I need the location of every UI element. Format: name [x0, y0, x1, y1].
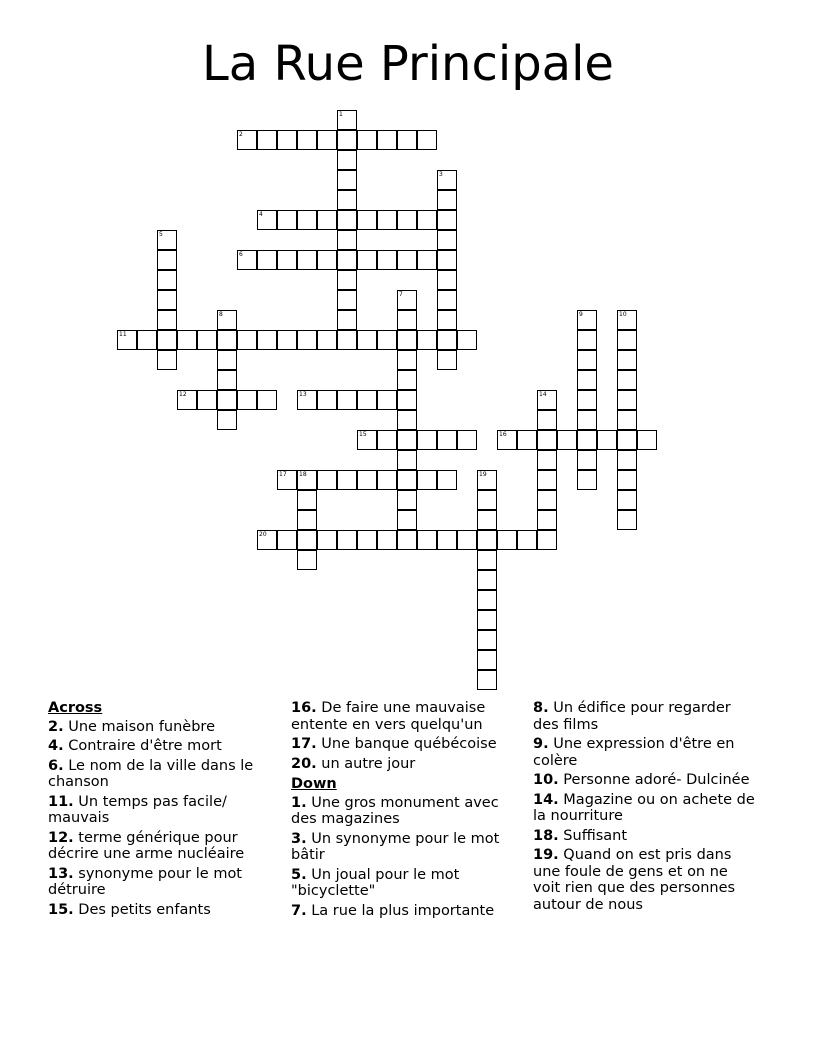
grid-cell[interactable] [417, 330, 437, 350]
grid-cell[interactable] [617, 310, 637, 330]
grid-cell[interactable] [397, 250, 417, 270]
grid-cell[interactable] [297, 130, 317, 150]
grid-cell[interactable] [617, 330, 637, 350]
grid-cell[interactable] [417, 250, 437, 270]
grid-cell[interactable] [437, 230, 457, 250]
grid-cell[interactable] [437, 270, 457, 290]
clue [533, 792, 758, 825]
grid-cell[interactable] [157, 270, 177, 290]
grid-cell[interactable] [537, 410, 557, 430]
clue-number: 15 [359, 431, 367, 438]
grid-cell[interactable] [577, 410, 597, 430]
grid-cell[interactable] [437, 210, 457, 230]
grid-cell[interactable] [297, 490, 317, 510]
grid-cell[interactable] [577, 370, 597, 390]
grid-cell[interactable] [377, 330, 397, 350]
grid-cell[interactable] [537, 430, 557, 450]
grid-cell[interactable] [437, 290, 457, 310]
grid-cell[interactable] [357, 210, 377, 230]
grid-cell[interactable] [577, 330, 597, 350]
puzzle-title: La Rue Principale [202, 36, 614, 92]
grid-cell[interactable] [477, 650, 497, 670]
clues-column-1 [48, 700, 268, 921]
grid-cell[interactable] [277, 330, 297, 350]
grid-cell[interactable] [357, 250, 377, 270]
grid-cell[interactable] [157, 350, 177, 370]
grid-cell[interactable] [477, 490, 497, 510]
clue-text: Une maison funèbre [63, 718, 215, 735]
clue-text: Un synonyme pour le mot bâtir [291, 830, 500, 863]
clue-number: 6. [48, 757, 64, 774]
grid-cell[interactable] [357, 390, 377, 410]
grid-cell[interactable] [437, 530, 457, 550]
grid-cell[interactable] [277, 130, 297, 150]
clue-number: 8 [219, 311, 223, 318]
across-clue-list-continued [291, 700, 513, 772]
clue-text: Un joual pour le mot "bicyclette" [291, 866, 460, 899]
grid-cell[interactable] [397, 510, 417, 530]
grid-cell[interactable] [337, 110, 357, 130]
grid-cell[interactable] [437, 250, 457, 270]
clue-number: 4. [48, 738, 64, 754]
grid-cell[interactable] [317, 330, 337, 350]
grid-cell[interactable] [337, 390, 357, 410]
grid-cell[interactable] [517, 430, 537, 450]
clue-number: 2 [239, 131, 243, 138]
grid-cell[interactable] [157, 290, 177, 310]
grid-cell[interactable] [337, 330, 357, 350]
grid-cell[interactable] [317, 530, 337, 550]
clue-number: 19 [479, 471, 487, 478]
clue-text: synonyme pour le mot détruire [48, 865, 242, 898]
clue [533, 736, 758, 769]
grid-cell[interactable] [377, 530, 397, 550]
grid-cell[interactable] [337, 170, 357, 190]
clue [291, 700, 513, 733]
clue-number: 1 [339, 111, 343, 118]
clue-number: 11 [119, 331, 127, 338]
clue-number: 16. [291, 700, 317, 716]
grid-cell[interactable] [177, 390, 197, 410]
grid-cell[interactable] [317, 470, 337, 490]
grid-cell[interactable] [357, 430, 377, 450]
grid-cell[interactable] [277, 530, 297, 550]
grid-cell[interactable] [177, 330, 197, 350]
clue [48, 866, 268, 899]
grid-cell[interactable] [257, 530, 277, 550]
clue-number: 9 [579, 311, 583, 318]
grid-cell[interactable] [477, 610, 497, 630]
clue-number: 18. [533, 827, 559, 844]
grid-cell[interactable] [417, 530, 437, 550]
grid-cell[interactable] [197, 330, 217, 350]
clue-number: 1. [291, 794, 307, 811]
clue-number: 4 [259, 211, 263, 218]
grid-cell[interactable] [337, 470, 357, 490]
grid-cell[interactable] [537, 450, 557, 470]
clue-text: Un temps pas facile/ mauvais [48, 793, 227, 826]
grid-cell[interactable] [117, 330, 137, 350]
clue-number: 14. [533, 791, 559, 808]
clue-number: 15. [48, 901, 74, 918]
clue-number: 10. [533, 772, 559, 788]
grid-cell[interactable] [257, 330, 277, 350]
grid-cell[interactable] [377, 470, 397, 490]
clue [48, 794, 268, 827]
grid-cell[interactable] [337, 290, 357, 310]
grid-cell[interactable] [277, 470, 297, 490]
grid-cell[interactable] [377, 210, 397, 230]
clue [291, 867, 513, 900]
clue-number: 14 [539, 391, 547, 398]
grid-cell[interactable] [617, 350, 637, 370]
grid-cell[interactable] [557, 430, 577, 450]
clue-number: 13 [299, 391, 307, 398]
grid-cell[interactable] [337, 270, 357, 290]
clue-number: 8. [533, 700, 549, 716]
clue [291, 756, 513, 773]
grid-cell[interactable] [357, 130, 377, 150]
clue [48, 758, 268, 791]
grid-cell[interactable] [337, 530, 357, 550]
grid-cell[interactable] [257, 250, 277, 270]
grid-cell[interactable] [237, 130, 257, 150]
grid-cell[interactable] [237, 330, 257, 350]
clue-text: Magazine ou on achete de la nourriture [533, 791, 755, 824]
grid-cell[interactable] [317, 130, 337, 150]
grid-cell[interactable] [397, 410, 417, 430]
clue-number: 20 [259, 531, 267, 538]
clue-number: 2. [48, 718, 64, 735]
grid-cell[interactable] [377, 250, 397, 270]
grid-cell[interactable] [257, 130, 277, 150]
grid-cell[interactable] [337, 210, 357, 230]
grid-cell[interactable] [577, 450, 597, 470]
grid-cell[interactable] [397, 430, 417, 450]
grid-cell[interactable] [397, 290, 417, 310]
grid-cell[interactable] [377, 430, 397, 450]
down-clue-list [291, 795, 513, 920]
clue-number: 10 [619, 311, 627, 318]
grid-cell[interactable] [397, 330, 417, 350]
grid-cell[interactable] [297, 550, 317, 570]
grid-cell[interactable] [477, 570, 497, 590]
clue [533, 700, 758, 733]
grid-cell[interactable] [337, 130, 357, 150]
grid-cell[interactable] [457, 430, 477, 450]
clue-number: 3. [291, 830, 307, 847]
grid-cell[interactable] [537, 530, 557, 550]
clue-number: 6 [239, 251, 243, 258]
grid-cell[interactable] [357, 530, 377, 550]
grid-cell[interactable] [417, 210, 437, 230]
clue-text: Une banque québécoise [316, 736, 497, 752]
grid-cell[interactable] [617, 370, 637, 390]
clue-text: Le nom de la ville dans le chanson [48, 757, 254, 790]
clue [533, 828, 758, 845]
grid-cell[interactable] [497, 530, 517, 550]
clue-number: 16 [499, 431, 507, 438]
grid-cell[interactable] [597, 430, 617, 450]
clue-text: Un édifice pour regarder des films [533, 700, 731, 733]
clue [533, 847, 758, 913]
clue-text: De faire une mauvaise entente en vers quelqu'un [291, 700, 486, 733]
grid-cell[interactable] [137, 330, 157, 350]
grid-cell[interactable] [477, 510, 497, 530]
grid-cell[interactable] [437, 170, 457, 190]
grid-cell[interactable] [617, 490, 637, 510]
grid-cell[interactable] [477, 550, 497, 570]
grid-cell[interactable] [397, 490, 417, 510]
clues-column-3 [533, 700, 758, 916]
grid-cell[interactable] [157, 310, 177, 330]
grid-cell[interactable] [297, 330, 317, 350]
grid-cell[interactable] [517, 530, 537, 550]
grid-cell[interactable] [397, 530, 417, 550]
grid-cell[interactable] [277, 210, 297, 230]
clue-text: Quand on est pris dans une foule de gens et on ne voit rien que des personnes autour de nous [533, 847, 736, 913]
grid-cell[interactable] [317, 210, 337, 230]
clue-text: Des petits enfants [73, 901, 211, 918]
clue-number: 20. [291, 755, 317, 772]
clue-number: 3 [439, 171, 443, 178]
clue-text: un autre jour [316, 755, 416, 772]
grid-cell[interactable] [337, 150, 357, 170]
grid-cell[interactable] [577, 350, 597, 370]
down-clue-list-continued [533, 700, 758, 913]
clue [48, 738, 268, 755]
clue-number: 18 [299, 471, 307, 478]
clue-text: Suffisant [558, 827, 628, 844]
clue-number: 11. [48, 793, 74, 810]
grid-cell[interactable] [377, 130, 397, 150]
grid-cell[interactable] [437, 310, 457, 330]
clue-text: terme générique pour décrire une arme nucléaire [48, 829, 245, 862]
clue-number: 12 [179, 391, 187, 398]
grid-cell[interactable] [477, 630, 497, 650]
clue-text: La rue la plus importante [306, 902, 495, 919]
grid-cell[interactable] [637, 430, 657, 450]
clue [291, 736, 513, 753]
grid-cell[interactable] [337, 190, 357, 210]
grid-cell[interactable] [217, 330, 237, 350]
across-clue-list [48, 719, 268, 919]
grid-cell[interactable] [457, 330, 477, 350]
clue-number: 17 [279, 471, 287, 478]
grid-cell[interactable] [437, 350, 457, 370]
grid-cell[interactable] [357, 470, 377, 490]
grid-cell[interactable] [217, 350, 237, 370]
grid-cell[interactable] [397, 130, 417, 150]
clue-number: 17. [291, 736, 317, 752]
clues-column-2 [291, 700, 513, 922]
grid-cell[interactable] [157, 250, 177, 270]
grid-cell[interactable] [437, 430, 457, 450]
grid-cell[interactable] [397, 390, 417, 410]
grid-cell[interactable] [317, 250, 337, 270]
grid-cell[interactable] [217, 370, 237, 390]
clue-number: 5. [291, 866, 307, 883]
grid-cell[interactable] [337, 230, 357, 250]
grid-cell[interactable] [577, 430, 597, 450]
grid-cell[interactable] [337, 250, 357, 270]
grid-cell[interactable] [217, 410, 237, 430]
grid-cell[interactable] [497, 430, 517, 450]
grid-cell[interactable] [577, 470, 597, 490]
grid-cell[interactable] [537, 470, 557, 490]
clue [291, 831, 513, 864]
grid-cell[interactable] [437, 330, 457, 350]
grid-cell[interactable] [477, 530, 497, 550]
grid-cell[interactable] [297, 510, 317, 530]
grid-cell[interactable] [397, 370, 417, 390]
grid-cell[interactable] [277, 250, 297, 270]
clue [533, 772, 758, 789]
clue-number: 7. [291, 902, 307, 919]
clue [291, 795, 513, 828]
grid-cell[interactable] [417, 430, 437, 450]
grid-cell[interactable] [437, 190, 457, 210]
down-heading: Down [291, 776, 337, 792]
grid-cell[interactable] [197, 390, 217, 410]
grid-cell[interactable] [297, 390, 317, 410]
grid-cell[interactable] [297, 530, 317, 550]
grid-cell[interactable] [577, 310, 597, 330]
grid-cell[interactable] [617, 510, 637, 530]
clue-number: 7 [399, 291, 403, 298]
grid-cell[interactable] [617, 390, 637, 410]
grid-cell[interactable] [257, 210, 277, 230]
grid-cell[interactable] [297, 210, 317, 230]
grid-cell[interactable] [237, 250, 257, 270]
grid-cell[interactable] [217, 310, 237, 330]
grid-cell[interactable] [337, 310, 357, 330]
clue-text: Personne adoré- Dulcinée [558, 772, 750, 788]
grid-cell[interactable] [417, 130, 437, 150]
clue-text: Une gros monument avec des magazines [291, 794, 499, 827]
grid-cell[interactable] [537, 490, 557, 510]
grid-cell[interactable] [397, 350, 417, 370]
clue-text: Contraire d'être mort [63, 738, 222, 754]
clue-number: 5 [159, 231, 163, 238]
grid-cell[interactable] [297, 470, 317, 490]
clue-number: 12. [48, 829, 74, 846]
grid-cell[interactable] [317, 390, 337, 410]
grid-cell[interactable] [397, 210, 417, 230]
grid-cell[interactable] [157, 230, 177, 250]
grid-cell[interactable] [237, 390, 257, 410]
grid-cell[interactable] [397, 310, 417, 330]
grid-cell[interactable] [617, 450, 637, 470]
grid-cell[interactable] [377, 390, 397, 410]
clue-number: 19. [533, 847, 559, 863]
grid-cell[interactable] [617, 470, 637, 490]
grid-cell[interactable] [537, 390, 557, 410]
grid-cell[interactable] [417, 470, 437, 490]
clue [291, 903, 513, 920]
grid-cell[interactable] [617, 410, 637, 430]
grid-cell[interactable] [357, 330, 377, 350]
clue-number: 13. [48, 865, 74, 882]
clue [48, 830, 268, 863]
grid-cell[interactable] [217, 390, 237, 410]
clue-text: Une expression d'être en colère [533, 736, 735, 769]
across-heading: Across [48, 700, 103, 716]
grid-cell[interactable] [577, 390, 597, 410]
clue [48, 719, 268, 736]
grid-cell[interactable] [477, 670, 497, 690]
grid-cell[interactable] [397, 470, 417, 490]
grid-cell[interactable] [157, 330, 177, 350]
grid-cell[interactable] [457, 530, 477, 550]
grid-cell[interactable] [257, 390, 277, 410]
grid-cell[interactable] [477, 590, 497, 610]
clue-number: 9. [533, 736, 549, 752]
grid-cell[interactable] [477, 470, 497, 490]
grid-cell[interactable] [437, 470, 457, 490]
grid-cell[interactable] [397, 450, 417, 470]
grid-cell[interactable] [617, 430, 637, 450]
grid-cell[interactable] [537, 510, 557, 530]
grid-cell[interactable] [297, 250, 317, 270]
clue [48, 902, 268, 919]
